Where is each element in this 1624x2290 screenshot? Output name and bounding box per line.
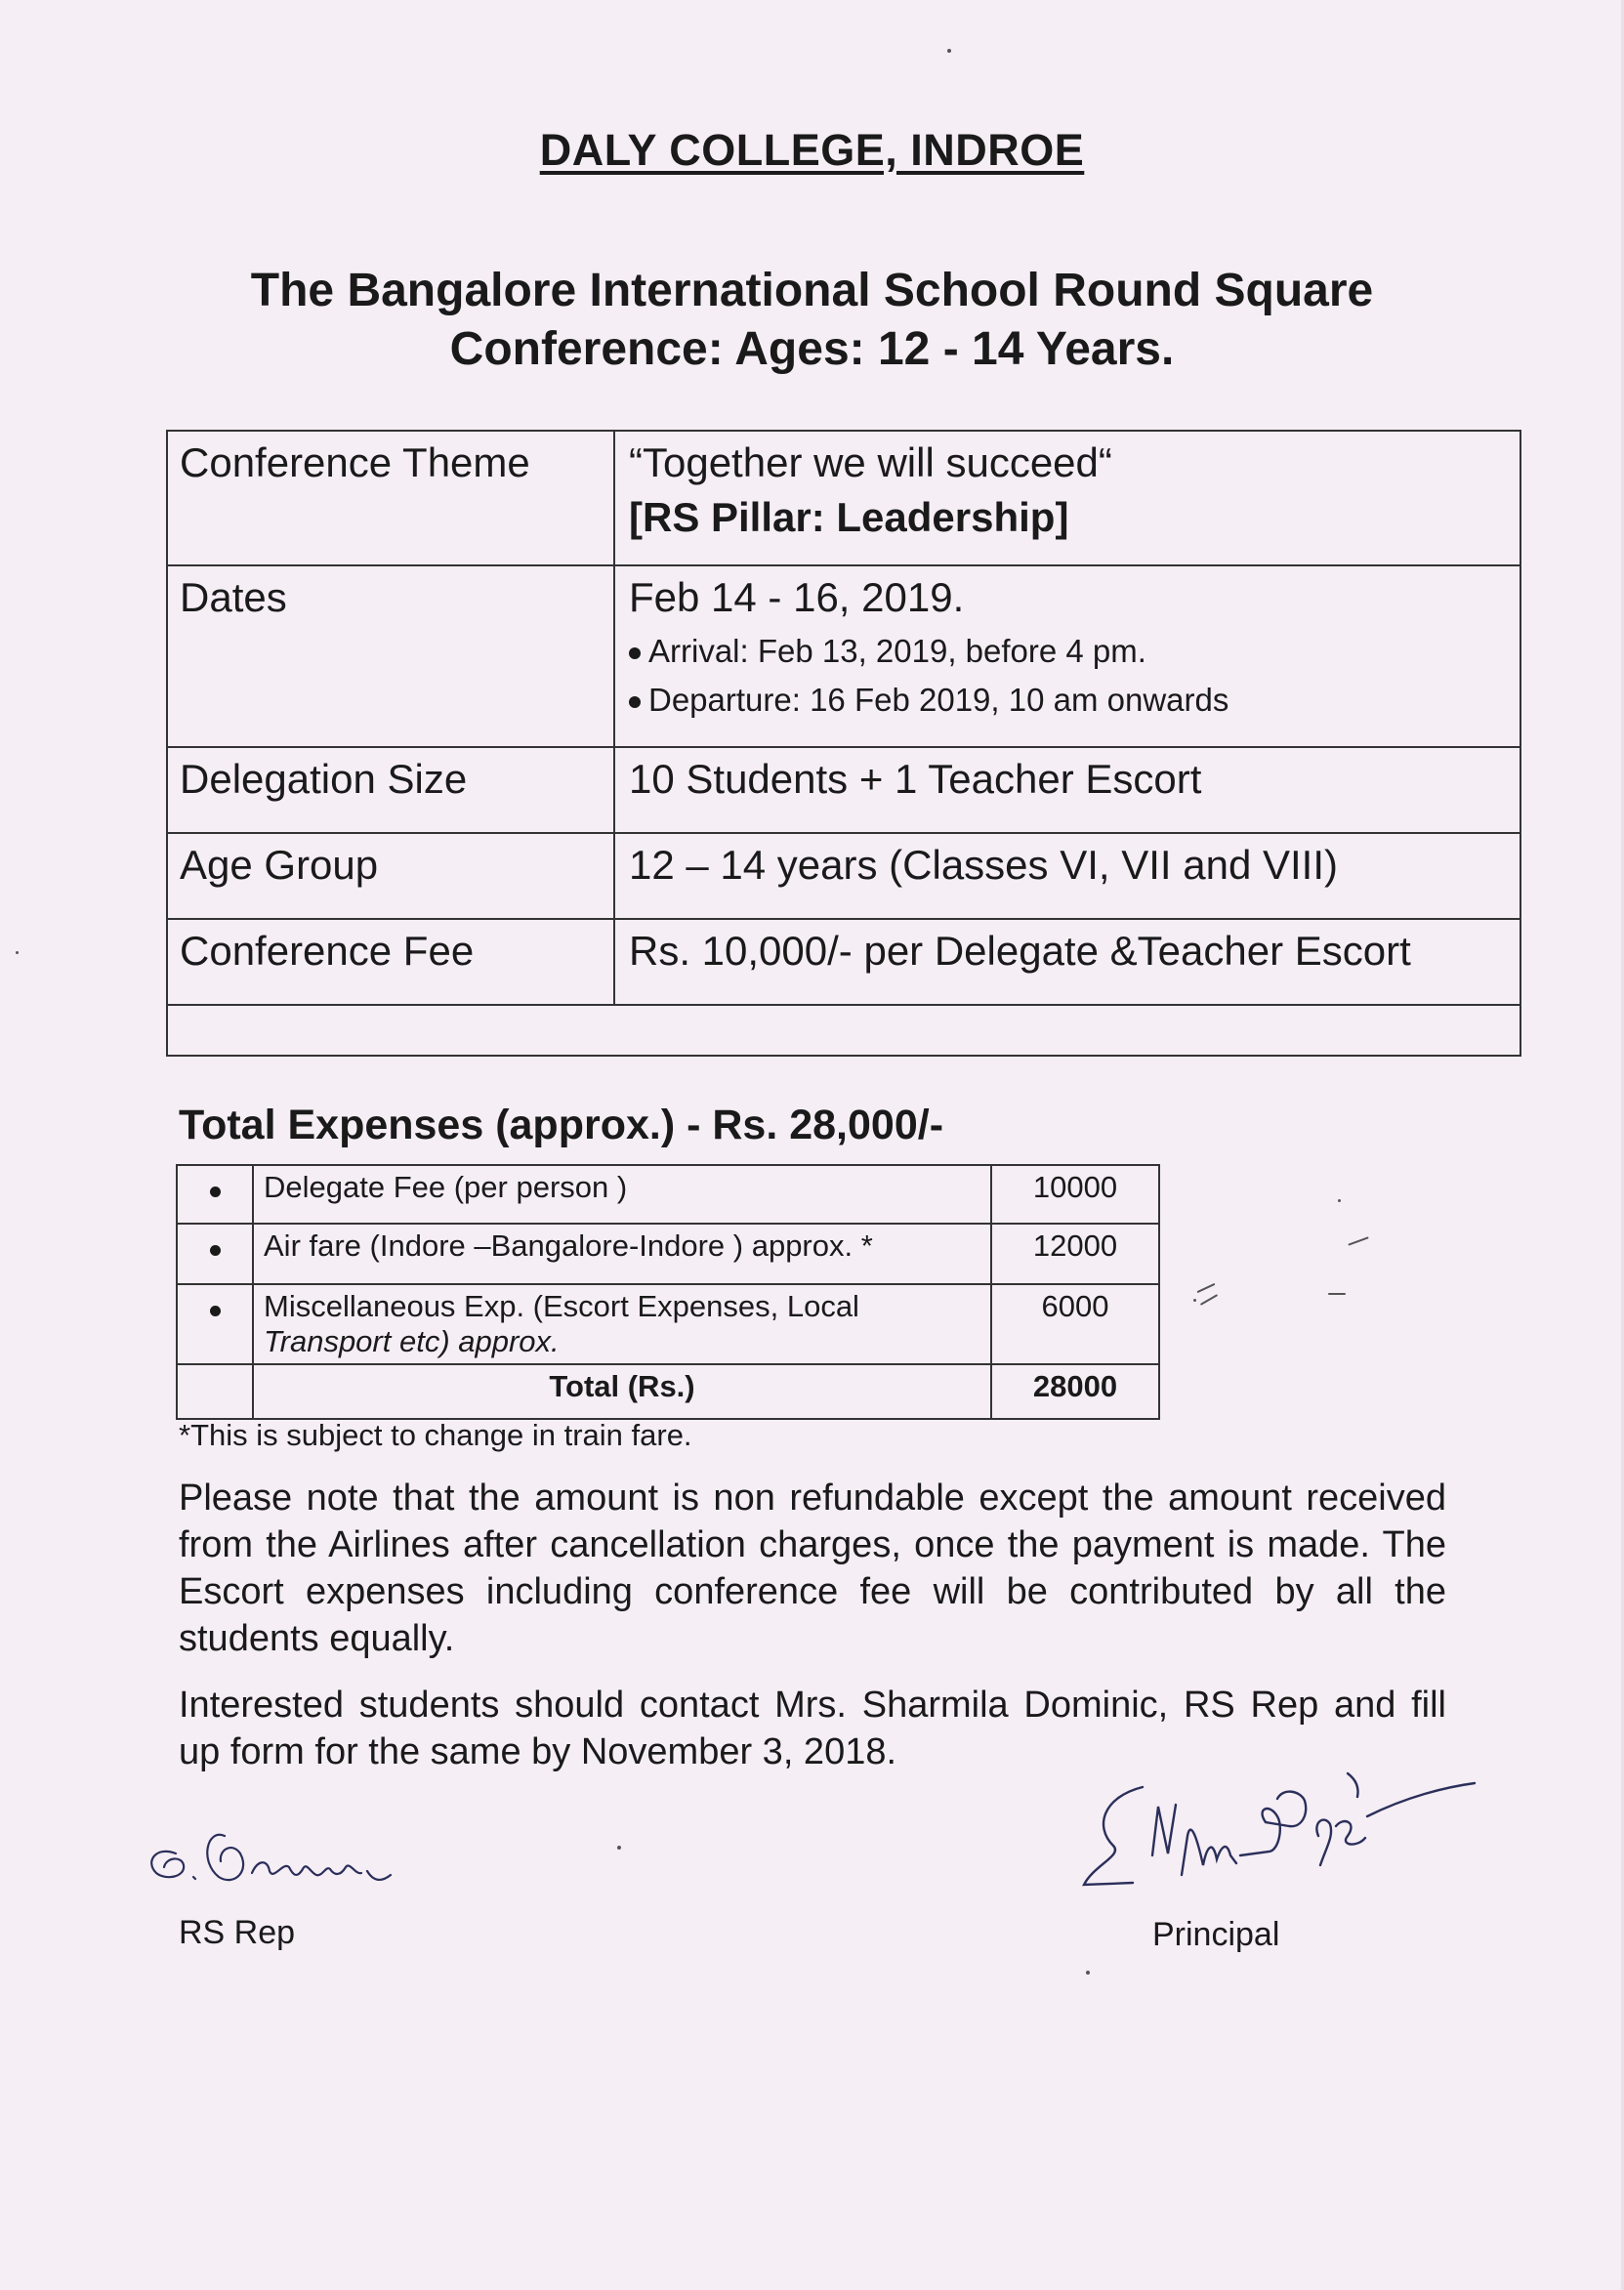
- bullet-icon: [210, 1245, 221, 1256]
- row-empty: [167, 1005, 1520, 1056]
- fee-value: Rs. 10,000/- per Delegate &Teacher Escort: [614, 919, 1520, 1005]
- expense-desc-cont: Transport etc) approx.: [264, 1324, 560, 1358]
- scan-speck: [1086, 1971, 1090, 1975]
- fee-label: Conference Fee: [167, 919, 614, 1005]
- delegation-label: Delegation Size: [167, 747, 614, 833]
- dates-label: Dates: [167, 565, 614, 747]
- bullet-icon: [629, 696, 641, 708]
- refund-note: Please note that the amount is non refundable except the amount received from the Airlines after cancellation charges, once the payment is made. The Escort expenses including conference fee will be contributed by all the students equally.: [179, 1478, 1446, 1659]
- arrival-item: [629, 633, 1506, 670]
- bullet-icon: [629, 647, 641, 659]
- principal-label: Principal: [1152, 1916, 1280, 1953]
- expenses-heading: Total Expenses (approx.) - Rs. 28,000/-: [179, 1102, 944, 1148]
- scan-speck: [947, 49, 951, 53]
- age-value: 12 – 14 years (Classes VI, VII and VIII): [614, 833, 1520, 919]
- expense-row: [177, 1284, 1159, 1364]
- theme-value: “Together we will succeed“: [629, 439, 1112, 485]
- principal-signature: [1074, 1758, 1484, 1914]
- departure-text: Departure: 16 Feb 2019, 10 am onwards: [648, 682, 1229, 718]
- delegation-value: 10 Students + 1 Teacher Escort: [614, 747, 1520, 833]
- dates-value: Feb 14 - 16, 2019.: [629, 574, 965, 620]
- row-theme: [167, 431, 1520, 565]
- rs-rep-label: RS Rep: [179, 1914, 296, 1951]
- expense-row: [177, 1224, 1159, 1284]
- expense-total-row: [177, 1364, 1159, 1419]
- expense-desc-cell: [253, 1284, 991, 1364]
- theme-label: Conference Theme: [167, 431, 614, 565]
- conference-title: [0, 262, 1624, 379]
- expense-desc: Delegate Fee (per person ): [253, 1165, 991, 1224]
- expenses-table: [176, 1164, 1160, 1420]
- expense-desc: Miscellaneous Exp. (Escort Expenses, Local: [264, 1289, 859, 1323]
- scan-speck: [617, 1846, 621, 1850]
- expense-row: [177, 1165, 1159, 1224]
- row-delegation: [167, 747, 1520, 833]
- contact-note: Interested students should contact Mrs. Sharmila Dominic, RS Rep and fill up form for the same by November 3, 2018.: [179, 1685, 1446, 1772]
- expense-amount: 12000: [991, 1224, 1159, 1284]
- expense-amount: 6000: [991, 1284, 1159, 1364]
- bullet-icon: [210, 1306, 221, 1316]
- row-dates: [167, 565, 1520, 747]
- scan-speck: [16, 951, 19, 954]
- rs-rep-signature: [137, 1797, 449, 1904]
- row-fee: [167, 919, 1520, 1005]
- theme-cell: [614, 431, 1520, 565]
- college-name: DALY COLLEGE, INDROE: [539, 125, 1085, 175]
- expense-footnote: *This is subject to change in train fare.: [179, 1418, 692, 1452]
- row-age: [167, 833, 1520, 919]
- dates-cell: [614, 565, 1520, 747]
- conference-info-table: [166, 430, 1521, 1057]
- expense-amount: 10000: [991, 1165, 1159, 1224]
- conference-title-line1: The Bangalore International School Round Square: [250, 265, 1374, 316]
- empty-cell: [167, 1005, 1520, 1056]
- scan-speck: [1338, 1199, 1341, 1202]
- conference-title-line2: Conference: Ages: 12 - 14 Years.: [449, 323, 1175, 375]
- total-amount: 28000: [991, 1364, 1159, 1419]
- arrival-text: Arrival: Feb 13, 2019, before 4 pm.: [648, 633, 1146, 669]
- departure-item: [629, 682, 1506, 719]
- total-label: Total (Rs.): [253, 1364, 991, 1419]
- expense-desc: Air fare (Indore –Bangalore-Indore ) approx. *: [253, 1224, 991, 1284]
- theme-pillar: [RS Pillar: Leadership]: [629, 494, 1069, 540]
- scan-speck: [1193, 1299, 1196, 1302]
- bullet-icon: [210, 1187, 221, 1197]
- scan-speck: [1328, 1293, 1346, 1295]
- age-label: Age Group: [167, 833, 614, 919]
